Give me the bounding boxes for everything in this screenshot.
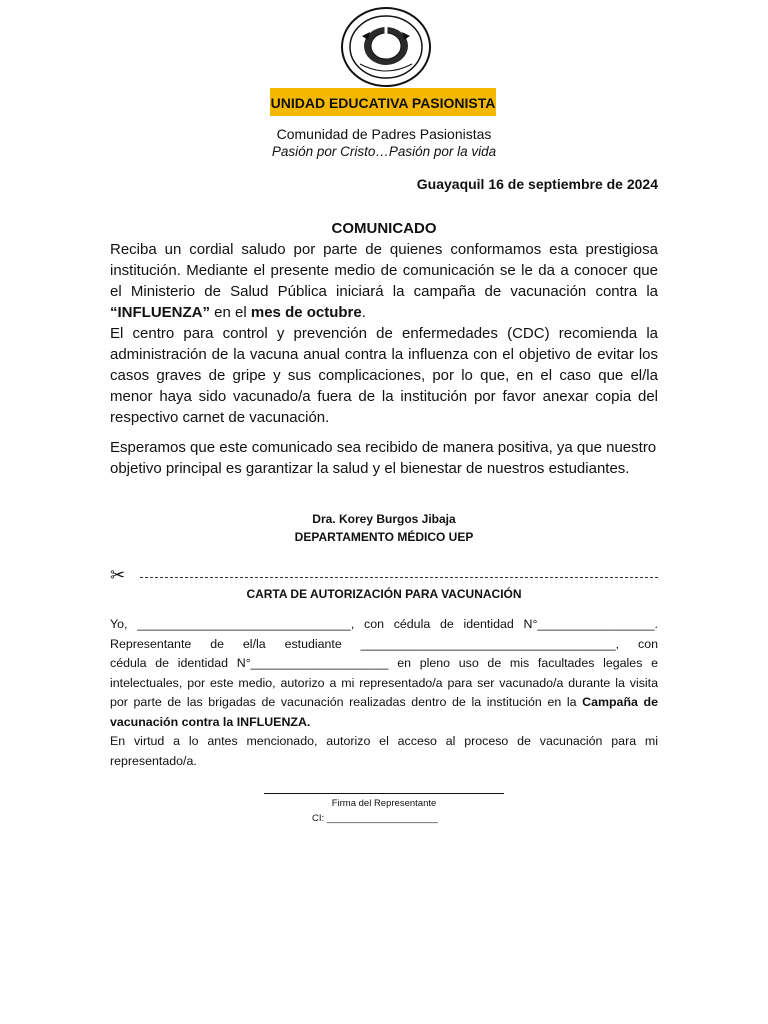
- ci-label: CI: _____________________: [312, 813, 438, 824]
- form-line-student: Representante de el/la estudiante _____________________________________, con: [110, 636, 658, 651]
- p1-text-a: Reciba un cordial saludo por parte de quienes conformamos esta prestigiosa institución. Mediante el presente medio de comunicación se le da a conocer que el Ministerio de Salud Pública iniciará la campaña de vacunación contra la: [110, 241, 658, 300]
- form-line-closing: En virtud a lo antes mencionado, autorizo el acceso al proceso de vacunación para mi representado/a.: [110, 734, 658, 768]
- cut-line: [140, 577, 658, 578]
- body-paragraph-1: [110, 239, 658, 428]
- p1-text-b: en el: [210, 304, 251, 321]
- signer-name: Dra. Korey Burgos Jibaja: [312, 512, 456, 526]
- consent-campaign: Campaña de vacunación contra la INFLUENZA.: [110, 695, 658, 729]
- form-line-consent: [110, 654, 658, 732]
- school-name-banner: UNIDAD EDUCATIVA PASIONISTA: [270, 88, 496, 116]
- authorization-form: [110, 615, 658, 771]
- authorization-title: CARTA DE AUTORIZACIÓN PARA VACUNACIÓN: [246, 587, 522, 601]
- document-date: Guayaquil 16 de septiembre de 2024: [416, 176, 658, 192]
- consent-text: cédula de identidad N°____________________ en pleno uso de mis facultades legales e intelectuales, por este medio, autorizo a mi representado/a para ser vacunado/a durante la visita por parte de las brigadas de vacunación realizadas dentro de la institución en la: [110, 656, 658, 709]
- signature-line: [264, 793, 504, 794]
- scissors-icon: ✂: [110, 565, 126, 585]
- p1-bold-influenza: “INFLUENZA”: [110, 304, 210, 321]
- form-line-name: Yo, _______________________________, con cédula de identidad N°_________________.: [110, 617, 658, 631]
- signer-department: DEPARTAMENTO MÉDICO UEP: [294, 530, 474, 544]
- p1-bold-month: mes de octubre: [250, 304, 362, 321]
- p1-text-c: .: [361, 304, 366, 321]
- school-logo: [340, 6, 432, 88]
- document-title: COMUNICADO: [331, 220, 437, 237]
- community-name: Comunidad de Padres Pasionistas: [276, 126, 492, 142]
- signature-label: Firma del Representante: [331, 798, 437, 809]
- body-paragraph-2: Esperamos que este comunicado sea recibido de manera positiva, ya que nuestro objetivo principal es garantizar la salud y el bienestar de nuestros estudiantes.: [110, 439, 657, 477]
- p1-text-d: El centro para control y prevención de enfermedades (CDC) recomienda la administración de la vacuna anual contra la influenza con el objetivo de evitar los casos graves de gripe y sus complicaciones, por lo que, en el caso que el/la menor haya sido vacunado/a fuera de la institución por favor anexar copia del respectivo carnet de vacunación.: [110, 325, 658, 426]
- motto: Pasión por Cristo…Pasión por la vida: [271, 144, 497, 159]
